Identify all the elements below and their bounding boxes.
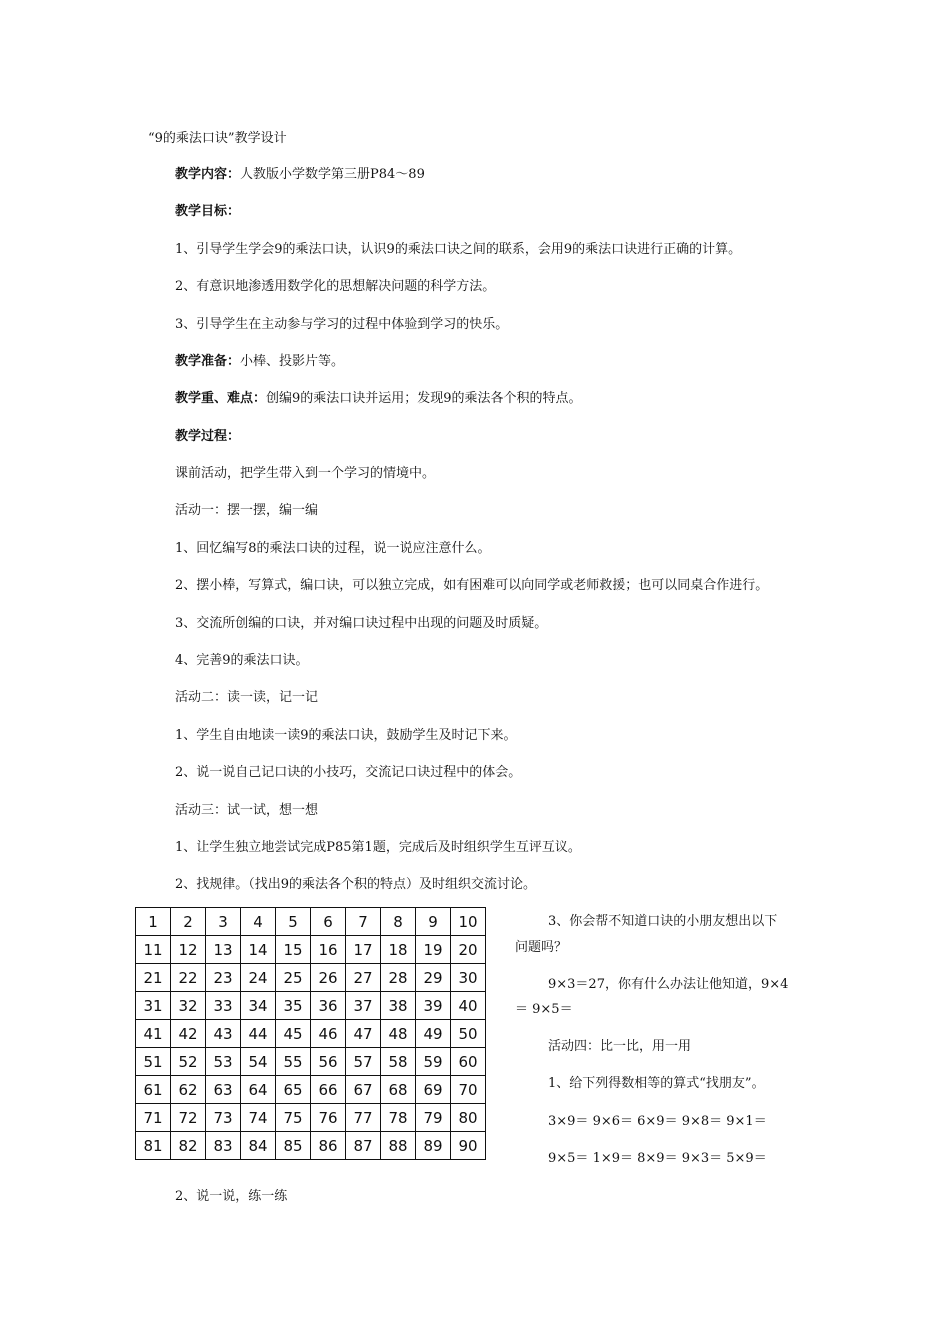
grid-cell: 82 (171, 1132, 206, 1160)
grid-cell: 40 (451, 992, 486, 1020)
grid-cell: 16 (311, 936, 346, 964)
grid-cell: 27 (346, 964, 381, 992)
grid-cell: 86 (311, 1132, 346, 1160)
teaching-content (175, 166, 425, 184)
grid-cell: 71 (136, 1104, 171, 1132)
grid-cell: 14 (241, 936, 276, 964)
practice-line: 2、说一说，练一练 (175, 1189, 288, 1204)
process-heading: 教学过程： (175, 429, 241, 444)
grid-cell: 28 (381, 964, 416, 992)
goals-heading: 教学目标： (175, 204, 241, 219)
activity-heading: 活动一：摆一摆，编一编 (175, 503, 319, 518)
grid-cell: 18 (381, 936, 416, 964)
grid-row (136, 1020, 486, 1048)
equation-row: 9×5＝ 1×9＝ 8×9＝ 9×3＝ 5×9＝ (548, 1151, 767, 1166)
key-points-value: 创编9的乘法口诀并运用；发现9的乘法各个积的特点。 (266, 391, 582, 406)
grid-cell: 30 (451, 964, 486, 992)
grid-cell: 68 (381, 1076, 416, 1104)
grid-cell: 51 (136, 1048, 171, 1076)
teaching-prep-label: 教学准备： (175, 354, 241, 369)
grid-row (136, 1076, 486, 1104)
teaching-content-value: 人教版小学数学第三册P84～89 (240, 167, 425, 182)
process-line: 2、说一说自己记口诀的小技巧，交流记口诀过程中的体会。 (175, 765, 522, 780)
grid-cell: 70 (451, 1076, 486, 1104)
process-line: 2、找规律。（找出9的乘法各个积的特点）及时组织交流讨论。 (175, 877, 537, 892)
teaching-prep (175, 353, 344, 371)
grid-cell: 59 (416, 1048, 451, 1076)
grid-cell: 22 (171, 964, 206, 992)
grid-cell: 20 (451, 936, 486, 964)
question-3-line1: 3、你会帮不知道口诀的小朋友想出以下 (548, 914, 778, 929)
process-line: 课前活动，把学生带入到一个学习的情境中。 (175, 466, 436, 481)
grid-cell: 39 (416, 992, 451, 1020)
grid-cell: 65 (276, 1076, 311, 1104)
grid-cell: 43 (206, 1020, 241, 1048)
grid-cell: 23 (206, 964, 241, 992)
activity-heading: 活动二：读一读，记一记 (175, 690, 319, 705)
grid-cell: 12 (171, 936, 206, 964)
key-points (175, 390, 582, 408)
number-grid (135, 907, 486, 1160)
hint-line1: 9×3＝27，你有什么办法让他知道，9×4 (548, 977, 789, 992)
grid-cell: 57 (346, 1048, 381, 1076)
grid-cell: 15 (276, 936, 311, 964)
grid-cell: 67 (346, 1076, 381, 1104)
grid-cell: 6 (311, 908, 346, 936)
grid-cell: 24 (241, 964, 276, 992)
grid-cell: 26 (311, 964, 346, 992)
process-line: 1、学生自由地读一读9的乘法口诀，鼓励学生及时记下来。 (175, 728, 517, 743)
grid-cell: 25 (276, 964, 311, 992)
grid-cell: 21 (136, 964, 171, 992)
grid-cell: 87 (346, 1132, 381, 1160)
grid-row (136, 908, 486, 936)
grid-cell: 83 (206, 1132, 241, 1160)
grid-cell: 80 (451, 1104, 486, 1132)
grid-cell: 53 (206, 1048, 241, 1076)
grid-cell: 58 (381, 1048, 416, 1076)
grid-cell: 46 (311, 1020, 346, 1048)
grid-cell: 77 (346, 1104, 381, 1132)
grid-cell: 49 (416, 1020, 451, 1048)
grid-row (136, 1132, 486, 1160)
activity-four-heading: 活动四：比一比，用一用 (548, 1039, 692, 1054)
grid-cell: 61 (136, 1076, 171, 1104)
process-line: 4、完善9的乘法口诀。 (175, 653, 309, 668)
grid-cell: 72 (171, 1104, 206, 1132)
grid-cell: 47 (346, 1020, 381, 1048)
grid-cell: 50 (451, 1020, 486, 1048)
grid-cell: 44 (241, 1020, 276, 1048)
grid-row (136, 936, 486, 964)
grid-cell: 41 (136, 1020, 171, 1048)
grid-cell: 66 (311, 1076, 346, 1104)
grid-cell: 38 (381, 992, 416, 1020)
grid-cell: 32 (171, 992, 206, 1020)
grid-cell: 81 (136, 1132, 171, 1160)
grid-cell: 5 (276, 908, 311, 936)
grid-cell: 34 (241, 992, 276, 1020)
grid-cell: 9 (416, 908, 451, 936)
grid-cell: 29 (416, 964, 451, 992)
grid-cell: 36 (311, 992, 346, 1020)
grid-cell: 3 (206, 908, 241, 936)
grid-cell: 89 (416, 1132, 451, 1160)
grid-cell: 45 (276, 1020, 311, 1048)
grid-cell: 42 (171, 1020, 206, 1048)
process-line: 2、摆小棒，写算式，编口诀，可以独立完成，如有困难可以向同学或老师救援；也可以同桌合作进行。 (175, 578, 769, 593)
grid-cell: 54 (241, 1048, 276, 1076)
grid-cell: 63 (206, 1076, 241, 1104)
grid-cell: 69 (416, 1076, 451, 1104)
grid-cell: 33 (206, 992, 241, 1020)
grid-cell: 79 (416, 1104, 451, 1132)
find-friends-question: 1、给下列得数相等的算式“找朋友”。 (548, 1076, 765, 1091)
process-line: 1、回忆编写8的乘法口诀的过程，说一说应注意什么。 (175, 541, 491, 556)
grid-cell: 60 (451, 1048, 486, 1076)
grid-cell: 11 (136, 936, 171, 964)
grid-cell: 84 (241, 1132, 276, 1160)
grid-cell: 74 (241, 1104, 276, 1132)
document-title: “9的乘法口诀”教学设计 (148, 131, 287, 146)
grid-cell: 10 (451, 908, 486, 936)
grid-cell: 2 (171, 908, 206, 936)
grid-cell: 13 (206, 936, 241, 964)
hint-line2: ＝ 9×5＝ (515, 1002, 573, 1017)
teaching-prep-value: 小棒、投影片等。 (240, 354, 345, 369)
grid-cell: 19 (416, 936, 451, 964)
grid-cell: 31 (136, 992, 171, 1020)
process-line: 3、交流所创编的口诀，并对编口诀过程中出现的问题及时质疑。 (175, 616, 548, 631)
grid-row (136, 992, 486, 1020)
grid-cell: 17 (346, 936, 381, 964)
grid-cell: 35 (276, 992, 311, 1020)
grid-cell: 90 (451, 1132, 486, 1160)
grid-cell: 48 (381, 1020, 416, 1048)
grid-cell: 88 (381, 1132, 416, 1160)
number-grid-body (136, 908, 486, 1160)
grid-cell: 78 (381, 1104, 416, 1132)
grid-row (136, 1104, 486, 1132)
grid-cell: 55 (276, 1048, 311, 1076)
process-line: 1、让学生独立地尝试完成P85第1题，完成后及时组织学生互评互议。 (175, 840, 581, 855)
teaching-content-label: 教学内容： (175, 167, 241, 182)
grid-cell: 75 (276, 1104, 311, 1132)
grid-cell: 56 (311, 1048, 346, 1076)
activity-heading: 活动三：试一试，想一想 (175, 803, 319, 818)
grid-cell: 52 (171, 1048, 206, 1076)
grid-cell: 4 (241, 908, 276, 936)
grid-cell: 7 (346, 908, 381, 936)
grid-cell: 8 (381, 908, 416, 936)
goal-item: 3、引导学生在主动参与学习的过程中体验到学习的快乐。 (175, 317, 509, 332)
grid-cell: 62 (171, 1076, 206, 1104)
goal-item: 2、有意识地渗透用数学化的思想解决问题的科学方法。 (175, 279, 496, 294)
question-3-line2: 问题吗？ (515, 940, 568, 955)
grid-cell: 85 (276, 1132, 311, 1160)
equation-row: 3×9＝ 9×6＝ 6×9＝ 9×8＝ 9×1＝ (548, 1114, 767, 1129)
grid-cell: 73 (206, 1104, 241, 1132)
grid-row (136, 964, 486, 992)
key-points-label: 教学重、难点： (175, 391, 267, 406)
goal-item: 1、引导学生学会9的乘法口诀，认识9的乘法口诀之间的联系，会用9的乘法口诀进行正确的计算。 (175, 242, 742, 257)
grid-row (136, 1048, 486, 1076)
grid-cell: 37 (346, 992, 381, 1020)
grid-cell: 76 (311, 1104, 346, 1132)
grid-cell: 64 (241, 1076, 276, 1104)
grid-cell: 1 (136, 908, 171, 936)
